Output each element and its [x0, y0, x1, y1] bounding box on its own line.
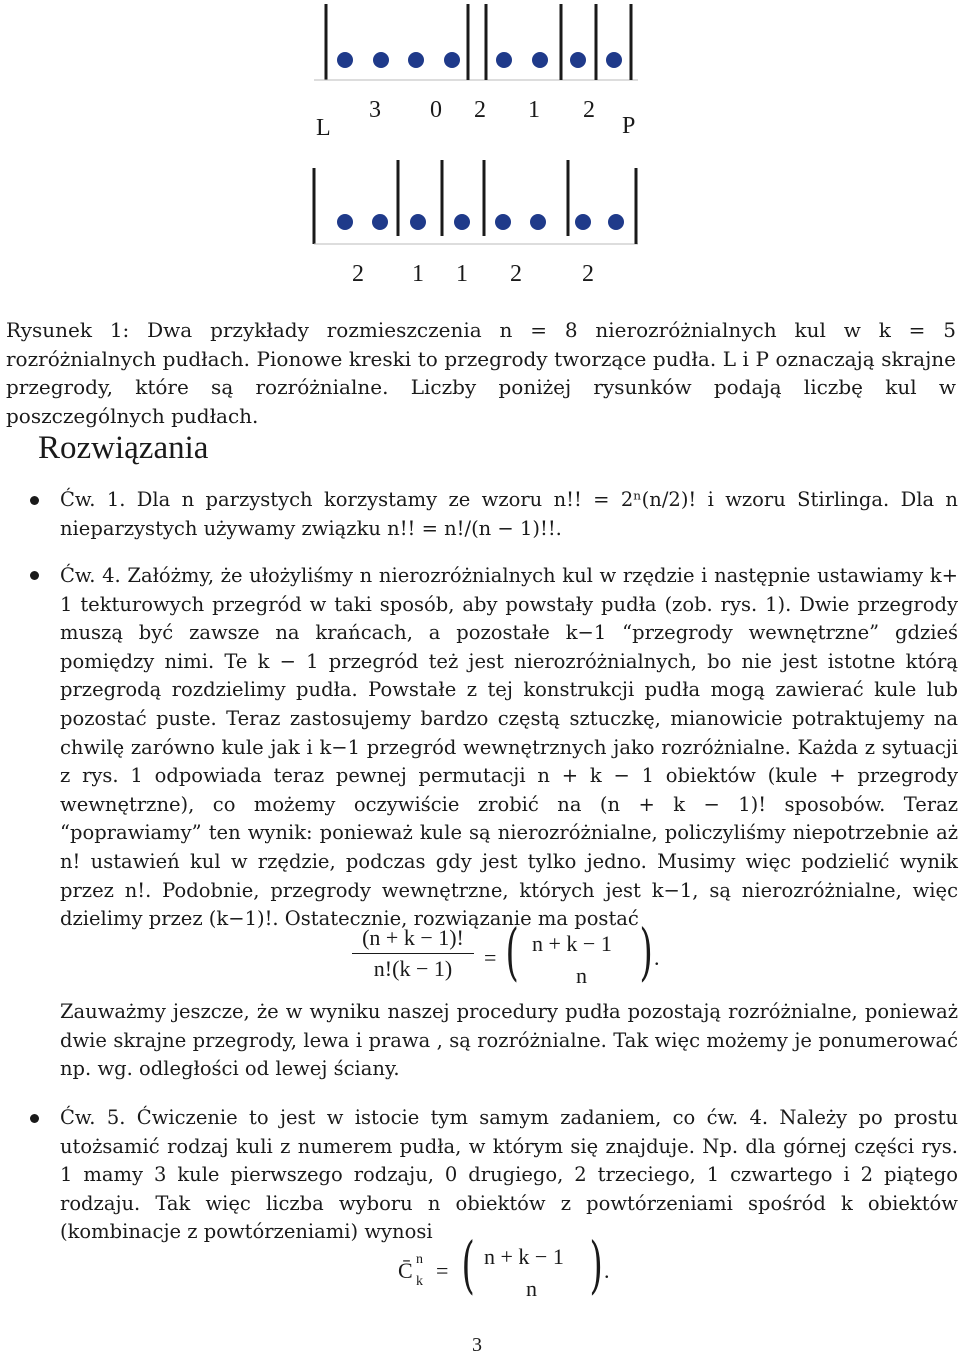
c-bar: C̄ [398, 1258, 413, 1283]
right-paren: ) [589, 1228, 603, 1301]
ball [530, 214, 546, 230]
ball [454, 214, 470, 230]
ball [606, 52, 622, 68]
numerator: (n + k − 1)! [362, 925, 464, 950]
right-paren: ) [639, 915, 653, 988]
equation-binomial-1 [352, 915, 672, 995]
c-sub: k [416, 1274, 423, 1289]
binom-bottom: n [576, 963, 587, 988]
solution-item-5: Ćw. 5. Ćwiczenie to jest w istocie tym samym zadaniem, co ćw. 4. Należy po prostu utożsamić rodzaj kuli z numerem pudła, w którym się znajduje. Np. dla górnej części rys. 1 mamy 3 kule pierwszego rodzaju, 0 drugiego, 2 trzeciego, 1 czwartego i 2 piątego rodzaju. Tak więc liczba wyboru n obiektów z powtórzeniami spośród k obiektów (kombinacje z powtórzeniami) wynosi [60, 1106, 958, 1244]
ball [337, 52, 353, 68]
ball [570, 52, 586, 68]
ball [496, 52, 512, 68]
equals-sign: = [436, 1258, 449, 1283]
bullet-icon [30, 496, 39, 505]
bullet-icon [30, 571, 39, 580]
ball [495, 214, 511, 230]
ball [608, 214, 624, 230]
right-wall-label: P [622, 113, 636, 139]
equals-sign: = [484, 945, 497, 970]
ball [408, 52, 424, 68]
bottom-count: 1 [456, 261, 468, 287]
figure-drawing [0, 0, 960, 320]
section-heading: Rozwiązania [38, 430, 209, 466]
bottom-count: 1 [412, 261, 424, 287]
top-count: 0 [430, 97, 442, 123]
fraction [352, 925, 474, 982]
figure-balls-in-boxes [0, 0, 960, 320]
bottom-count: 2 [582, 261, 594, 287]
period: . [604, 1258, 610, 1283]
binom-bottom: n [526, 1276, 537, 1301]
bullet-icon [30, 1114, 39, 1123]
c-sup: n [416, 1252, 423, 1267]
left-paren: ( [505, 915, 519, 988]
figure-caption: Rysunek 1: Dwa przykłady rozmieszczenia n = 8 nierozróżnialnych kul w k = 5 rozróżnialnych pudłach. Pionowe kreski to przegrody tworzące pudła. L i P oznaczają skrajne przegrody, które są rozróżnialne. Liczby poniżej rysunków podają liczbę kul w poszczególnych pudłach. [6, 318, 956, 428]
top-count: 1 [528, 97, 540, 123]
ball [372, 214, 388, 230]
equation-binomial-2 [398, 1228, 638, 1308]
binom-top: n + k − 1 [532, 931, 612, 956]
left-wall-label: L [316, 115, 331, 141]
ball [373, 52, 389, 68]
period: . [654, 945, 660, 970]
solution-item-1: Ćw. 1. Dla n parzystych korzystamy ze wzoru n!! = 2ⁿ(n/2)! i wzoru Stirlinga. Dla n nieparzystych używamy związku n!! = n!/(n − 1)!!. [60, 488, 958, 540]
top-count: 2 [474, 97, 486, 123]
bottom-count: 2 [510, 261, 522, 287]
bottom-row [314, 160, 638, 244]
ball [575, 214, 591, 230]
top-row [314, 4, 638, 80]
top-count: 2 [583, 97, 595, 123]
binom-top: n + k − 1 [484, 1244, 564, 1269]
ball [444, 52, 460, 68]
ball [337, 214, 353, 230]
ball [532, 52, 548, 68]
ball [410, 214, 426, 230]
left-paren: ( [461, 1228, 475, 1301]
denominator: n!(k − 1) [373, 956, 453, 981]
top-count: 3 [369, 97, 381, 123]
bottom-count: 2 [352, 261, 364, 287]
solution-item-4: Ćw. 4. Załóżmy, że ułożyliśmy n nierozróżnialnych kul w rzędzie i następnie ustawiamy k+ 1 tekturowych przegród w taki sposób, aby powstały pudła (zob. rys. 1). Dwie przegrody muszą być zawsze na krańcach, a pozostałe k−1 “przegrody wewnętrzne” gdzieś pomiędzy nimi. Te k − 1 przegród też jest nierozróżnialnych, bo nie jest istotne którą przegrodą rozdzielimy pudła. Powstałe z tej konstrukcji pudła mogą zawierać kule lub pozostać puste. Teraz zastosujemy bardzo częstą sztuczkę, mianowicie potraktujemy na chwilę zarówno kule jak i k−1 przegród wewnętrznych jako rozróżnialne. Każda z sytuacji z rys. 1 odpowiada teraz pewnej permutacji n + k − 1 obiektów (kule + przegrody wewnętrzne), co możemy oczywiście zrobić na (n + k − 1)! sposobów. Teraz “poprawiamy” ten wynik: ponieważ kule są nierozróżnialne, policzyliśmy niepotrzebnie aż n! ustawień kul w rzędzie, podczas gdy jest tylko jedno. Musimy więc podzielić wynik przez n!. Podobnie, przegrody wewnętrzne, których jest k−1, są nierozróżnialne, więc dzielimy przez (k−1)!. Ostatecznie, rozwiązanie ma postać [60, 564, 958, 931]
page-number: 3 [472, 1334, 482, 1356]
solution-item-4-note: Zauważmy jeszcze, że w wyniku naszej procedury pudła pozostają rozróżnialne, ponieważ dwie skrajne przegrody, lewa i prawa , są rozróżnialne. Tak więc możemy je ponumerować np. wg. odległości od lewej ściany. [60, 1000, 958, 1081]
